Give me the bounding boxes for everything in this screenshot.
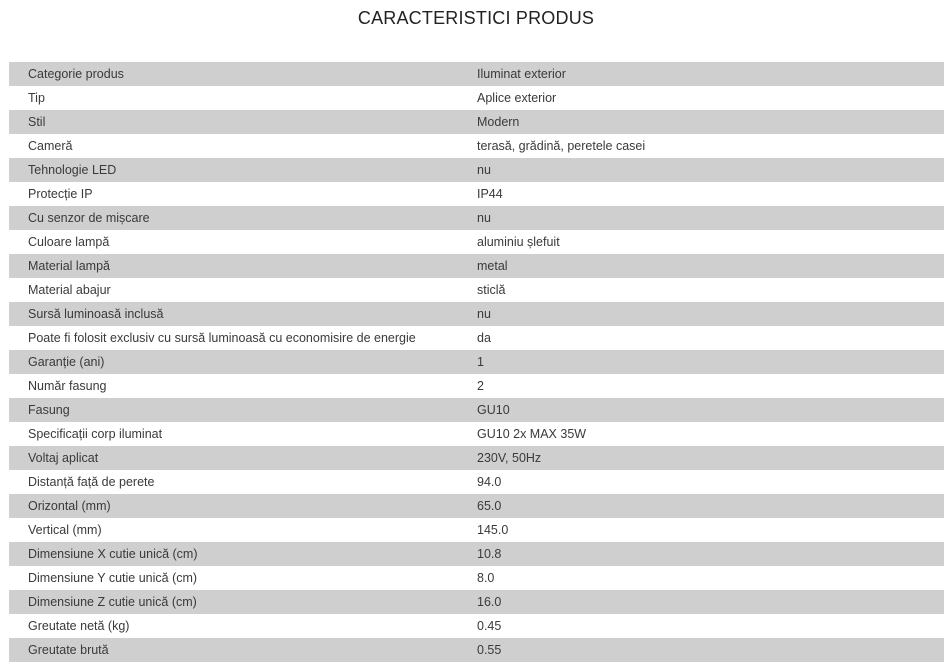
spec-value: 0.45 xyxy=(477,619,502,633)
table-row xyxy=(9,638,944,662)
spec-value: GU10 xyxy=(477,403,510,417)
table-row xyxy=(9,206,944,230)
spec-label: Sursă luminoasă inclusă xyxy=(28,307,164,321)
spec-value: metal xyxy=(477,259,508,273)
spec-value: 145.0 xyxy=(477,523,509,537)
table-row xyxy=(9,62,944,86)
spec-label: Cameră xyxy=(28,139,73,153)
spec-label: Tip xyxy=(28,91,45,105)
spec-value: sticlă xyxy=(477,283,506,297)
spec-label: Număr fasung xyxy=(28,379,107,393)
spec-value: 94.0 xyxy=(477,475,502,489)
table-row xyxy=(9,518,944,542)
spec-label: Cu senzor de mișcare xyxy=(28,211,150,225)
table-row xyxy=(9,158,944,182)
spec-value: Iluminat exterior xyxy=(477,67,566,81)
spec-label: Greutate netă (kg) xyxy=(28,619,130,633)
table-row xyxy=(9,86,944,110)
spec-value: IP44 xyxy=(477,187,503,201)
spec-value: nu xyxy=(477,307,491,321)
spec-value: Modern xyxy=(477,115,520,129)
spec-value: aluminiu șlefuit xyxy=(477,235,560,249)
spec-value: 0.55 xyxy=(477,643,502,657)
spec-value: nu xyxy=(477,211,491,225)
spec-label: Protecție IP xyxy=(28,187,93,201)
spec-value: 2 xyxy=(477,379,484,393)
spec-label: Material abajur xyxy=(28,283,111,297)
spec-value: 65.0 xyxy=(477,499,502,513)
spec-label: Distanță față de perete xyxy=(28,475,155,489)
table-row xyxy=(9,590,944,614)
spec-value: 1 xyxy=(477,355,484,369)
spec-table xyxy=(9,62,944,662)
table-row xyxy=(9,398,944,422)
spec-label: Fasung xyxy=(28,403,70,417)
spec-label: Dimensiune X cutie unică (cm) xyxy=(28,547,198,561)
spec-label: Orizontal (mm) xyxy=(28,499,111,513)
spec-label: Categorie produs xyxy=(28,67,124,81)
spec-label: Culoare lampă xyxy=(28,235,110,249)
page-title: CARACTERISTICI PRODUS xyxy=(357,8,595,28)
table-row xyxy=(9,278,944,302)
spec-value: Aplice exterior xyxy=(477,91,557,105)
spec-value: da xyxy=(477,331,491,345)
table-row xyxy=(9,566,944,590)
table-row xyxy=(9,230,944,254)
table-row xyxy=(9,302,944,326)
table-row xyxy=(9,470,944,494)
table-row xyxy=(9,374,944,398)
spec-value: 10.8 xyxy=(477,547,502,561)
table-row xyxy=(9,254,944,278)
spec-label: Stil xyxy=(28,115,46,129)
spec-label: Tehnologie LED xyxy=(28,163,117,177)
spec-label: Greutate brută xyxy=(28,643,109,657)
table-row xyxy=(9,134,944,158)
spec-label: Garanție (ani) xyxy=(28,355,105,369)
spec-value: terasă, grădină, peretele casei xyxy=(477,139,646,153)
table-row xyxy=(9,182,944,206)
spec-label: Material lampă xyxy=(28,259,110,273)
table-row xyxy=(9,542,944,566)
table-row xyxy=(9,446,944,470)
table-row xyxy=(9,614,944,638)
spec-value: 230V, 50Hz xyxy=(477,451,542,465)
spec-value: 16.0 xyxy=(477,595,502,609)
table-row xyxy=(9,422,944,446)
spec-label: Vertical (mm) xyxy=(28,523,102,537)
spec-label: Specificații corp iluminat xyxy=(28,427,163,441)
table-row xyxy=(9,110,944,134)
spec-label: Voltaj aplicat xyxy=(28,451,99,465)
spec-label: Dimensiune Z cutie unică (cm) xyxy=(28,595,197,609)
table-row xyxy=(9,350,944,374)
spec-label: Poate fi folosit exclusiv cu sursă luminoasă cu economisire de energie xyxy=(28,331,416,345)
spec-value: 8.0 xyxy=(477,571,495,585)
table-row xyxy=(9,494,944,518)
table-row xyxy=(9,326,944,350)
spec-label: Dimensiune Y cutie unică (cm) xyxy=(28,571,198,585)
spec-value: GU10 2x MAX 35W xyxy=(477,427,587,441)
spec-value: nu xyxy=(477,163,491,177)
